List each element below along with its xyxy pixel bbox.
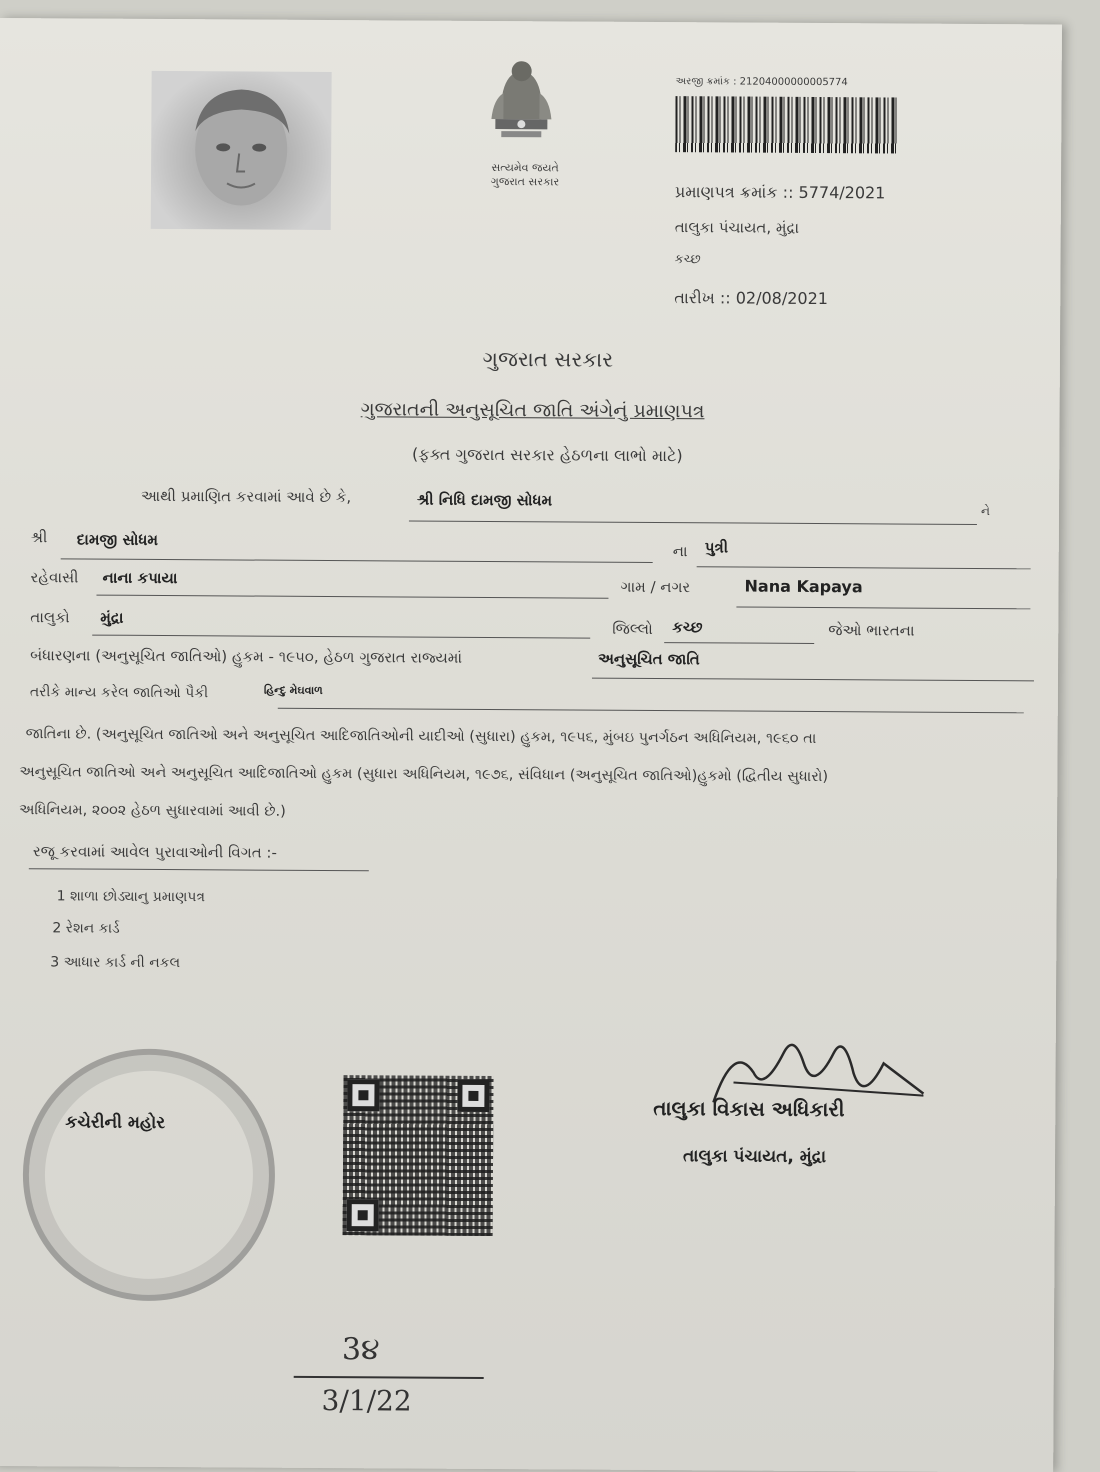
taluka-value: મુંદ્રા [100, 608, 124, 627]
govt-title: ગુજરાત સરકાર [482, 346, 614, 372]
certificate-page [0, 18, 1062, 1472]
constitution-text: બંધારણના (અનુસૂચિત જાતિઓ) હુકમ - ૧૯૫૦, હેઠળ ગુજરાત રાજ્યમાં [30, 646, 463, 667]
taluka-underline [92, 635, 590, 639]
caste-value: હિન્દુ મેઘવાળ [263, 683, 323, 697]
shri-label: શ્રી [30, 528, 48, 547]
te-suffix: ને [980, 504, 991, 519]
application-number: 21204000000005774 [739, 76, 848, 89]
qr-code [343, 1075, 494, 1236]
applicant-photo [151, 71, 332, 230]
resident-value: નાના કપાયા [102, 568, 178, 588]
village-underline [736, 607, 1030, 610]
district-value: કચ્છ [672, 618, 703, 637]
resident-underline [96, 595, 608, 599]
district-label: જિલ્લો [612, 619, 653, 638]
applicant-name: શ્રી નિધિ દામજી સોધમ [417, 490, 553, 510]
seal-label: કચેરીની મહોર [65, 1112, 166, 1134]
qr-finder-bottom-left [347, 1199, 379, 1231]
certificate-number: પ્રમાણપત્ર ક્રમાંક :: 5774/2021 [674, 182, 886, 203]
emblem-caption-motto: સત્યમેવ જયતે [491, 161, 559, 175]
paragraph-line-3: અધિનિયમ, ૨૦૦૨ હેઠળ સુધારવામાં આવી છે.) [19, 802, 286, 820]
caste-category-underline [592, 678, 1034, 682]
handwritten-date: 3/1/22 [321, 1383, 412, 1418]
proofs-heading: રજૂ કરવામાં આવેલ પુરાવાઓની વિગત :- [32, 842, 277, 862]
proof-item-1: 1 શાળા છોડ્યાનુ પ્રમાણપત્ર [56, 888, 206, 906]
national-emblem-icon [481, 49, 562, 159]
proof-item-3: 3 આધાર કાર્ડ ની નકલ [50, 954, 181, 972]
handwritten-number: 3૪ [341, 1332, 380, 1368]
caste-underline [278, 708, 1024, 714]
signatory-title: તાલુકા વિકાસ અધિકારી [653, 1096, 845, 1122]
village-label: ગામ / નગર [620, 577, 691, 597]
relation-underline [697, 566, 1031, 569]
issuer-district: કચ્છ [674, 252, 701, 268]
caste-category: અનુસૂચિત જાતિ [598, 649, 700, 669]
office-seal-stamp [22, 1048, 276, 1302]
handwritten-divider [294, 1376, 484, 1379]
name-underline [409, 521, 977, 525]
certificate-title: ગુજરાતની અનુસૂચિત જાતિ અંગેનું પ્રમાણપત્ર [360, 398, 705, 423]
district-underline [664, 642, 814, 644]
india-text: જેઓ ભારતના [828, 621, 915, 640]
emblem-caption-govt: ગુજરાત સરકાર [490, 175, 560, 189]
resident-label: રહેવાસી [30, 568, 79, 587]
issuer-office: તાલુકા પંચાયત, મુંદ્રા [674, 218, 800, 237]
na-label: ના [672, 542, 688, 561]
father-name: દામજી સોધમ [76, 530, 159, 549]
barcode [675, 96, 897, 153]
certificate-note: (ફક્ત ગુજરાત સરકાર હેઠળના લાભો માટે) [411, 444, 683, 466]
proofs-heading-underline [29, 868, 369, 871]
paragraph-line-1: જાતિના છે. (અનુસૂચિત જાતિઓ અને અનુસૂચિત આદિજાતિઓની યાદીઓ (સુધારા) હુકમ, ૧૯૫૬, મુંબઇ પુનર્ગઠન અધિનિયમ, ૧૯૬૦ તા [25, 726, 817, 747]
qr-finder-top-left [347, 1079, 379, 1111]
application-number-label: અરજી ક્રમાંક : [675, 76, 737, 88]
issue-date: તારીખ :: 02/08/2021 [674, 288, 829, 309]
relation: પુત્રી [704, 538, 729, 557]
recognised-text: તરીકે માન્ય કરેલ જાતિઓ પૈકી [29, 684, 209, 702]
intro-text: આથી પ્રમાણિત કરવામાં આવે છે કે, [141, 486, 352, 507]
signatory-office: તાલુકા પંચાયત, મુંદ્રા [682, 1146, 827, 1168]
village-value: Nana Kapaya [744, 576, 863, 597]
paragraph-line-2: અનુસૂચિત જાતિઓ અને અનુસૂચિત આદિજાતિઓ હુકમ (સુધારા અધિનિયમ, ૧૯૭૬, સંવિધાન (અનુસૂચિત જાતિઓ)હુકમો (દ્વિતીય સુધારો) [19, 764, 829, 786]
proof-item-2: 2 રેશન કાર્ડ [52, 920, 120, 937]
taluka-label: તાલુકો [30, 608, 70, 627]
father-underline [61, 558, 653, 563]
qr-finder-top-right [457, 1080, 489, 1112]
